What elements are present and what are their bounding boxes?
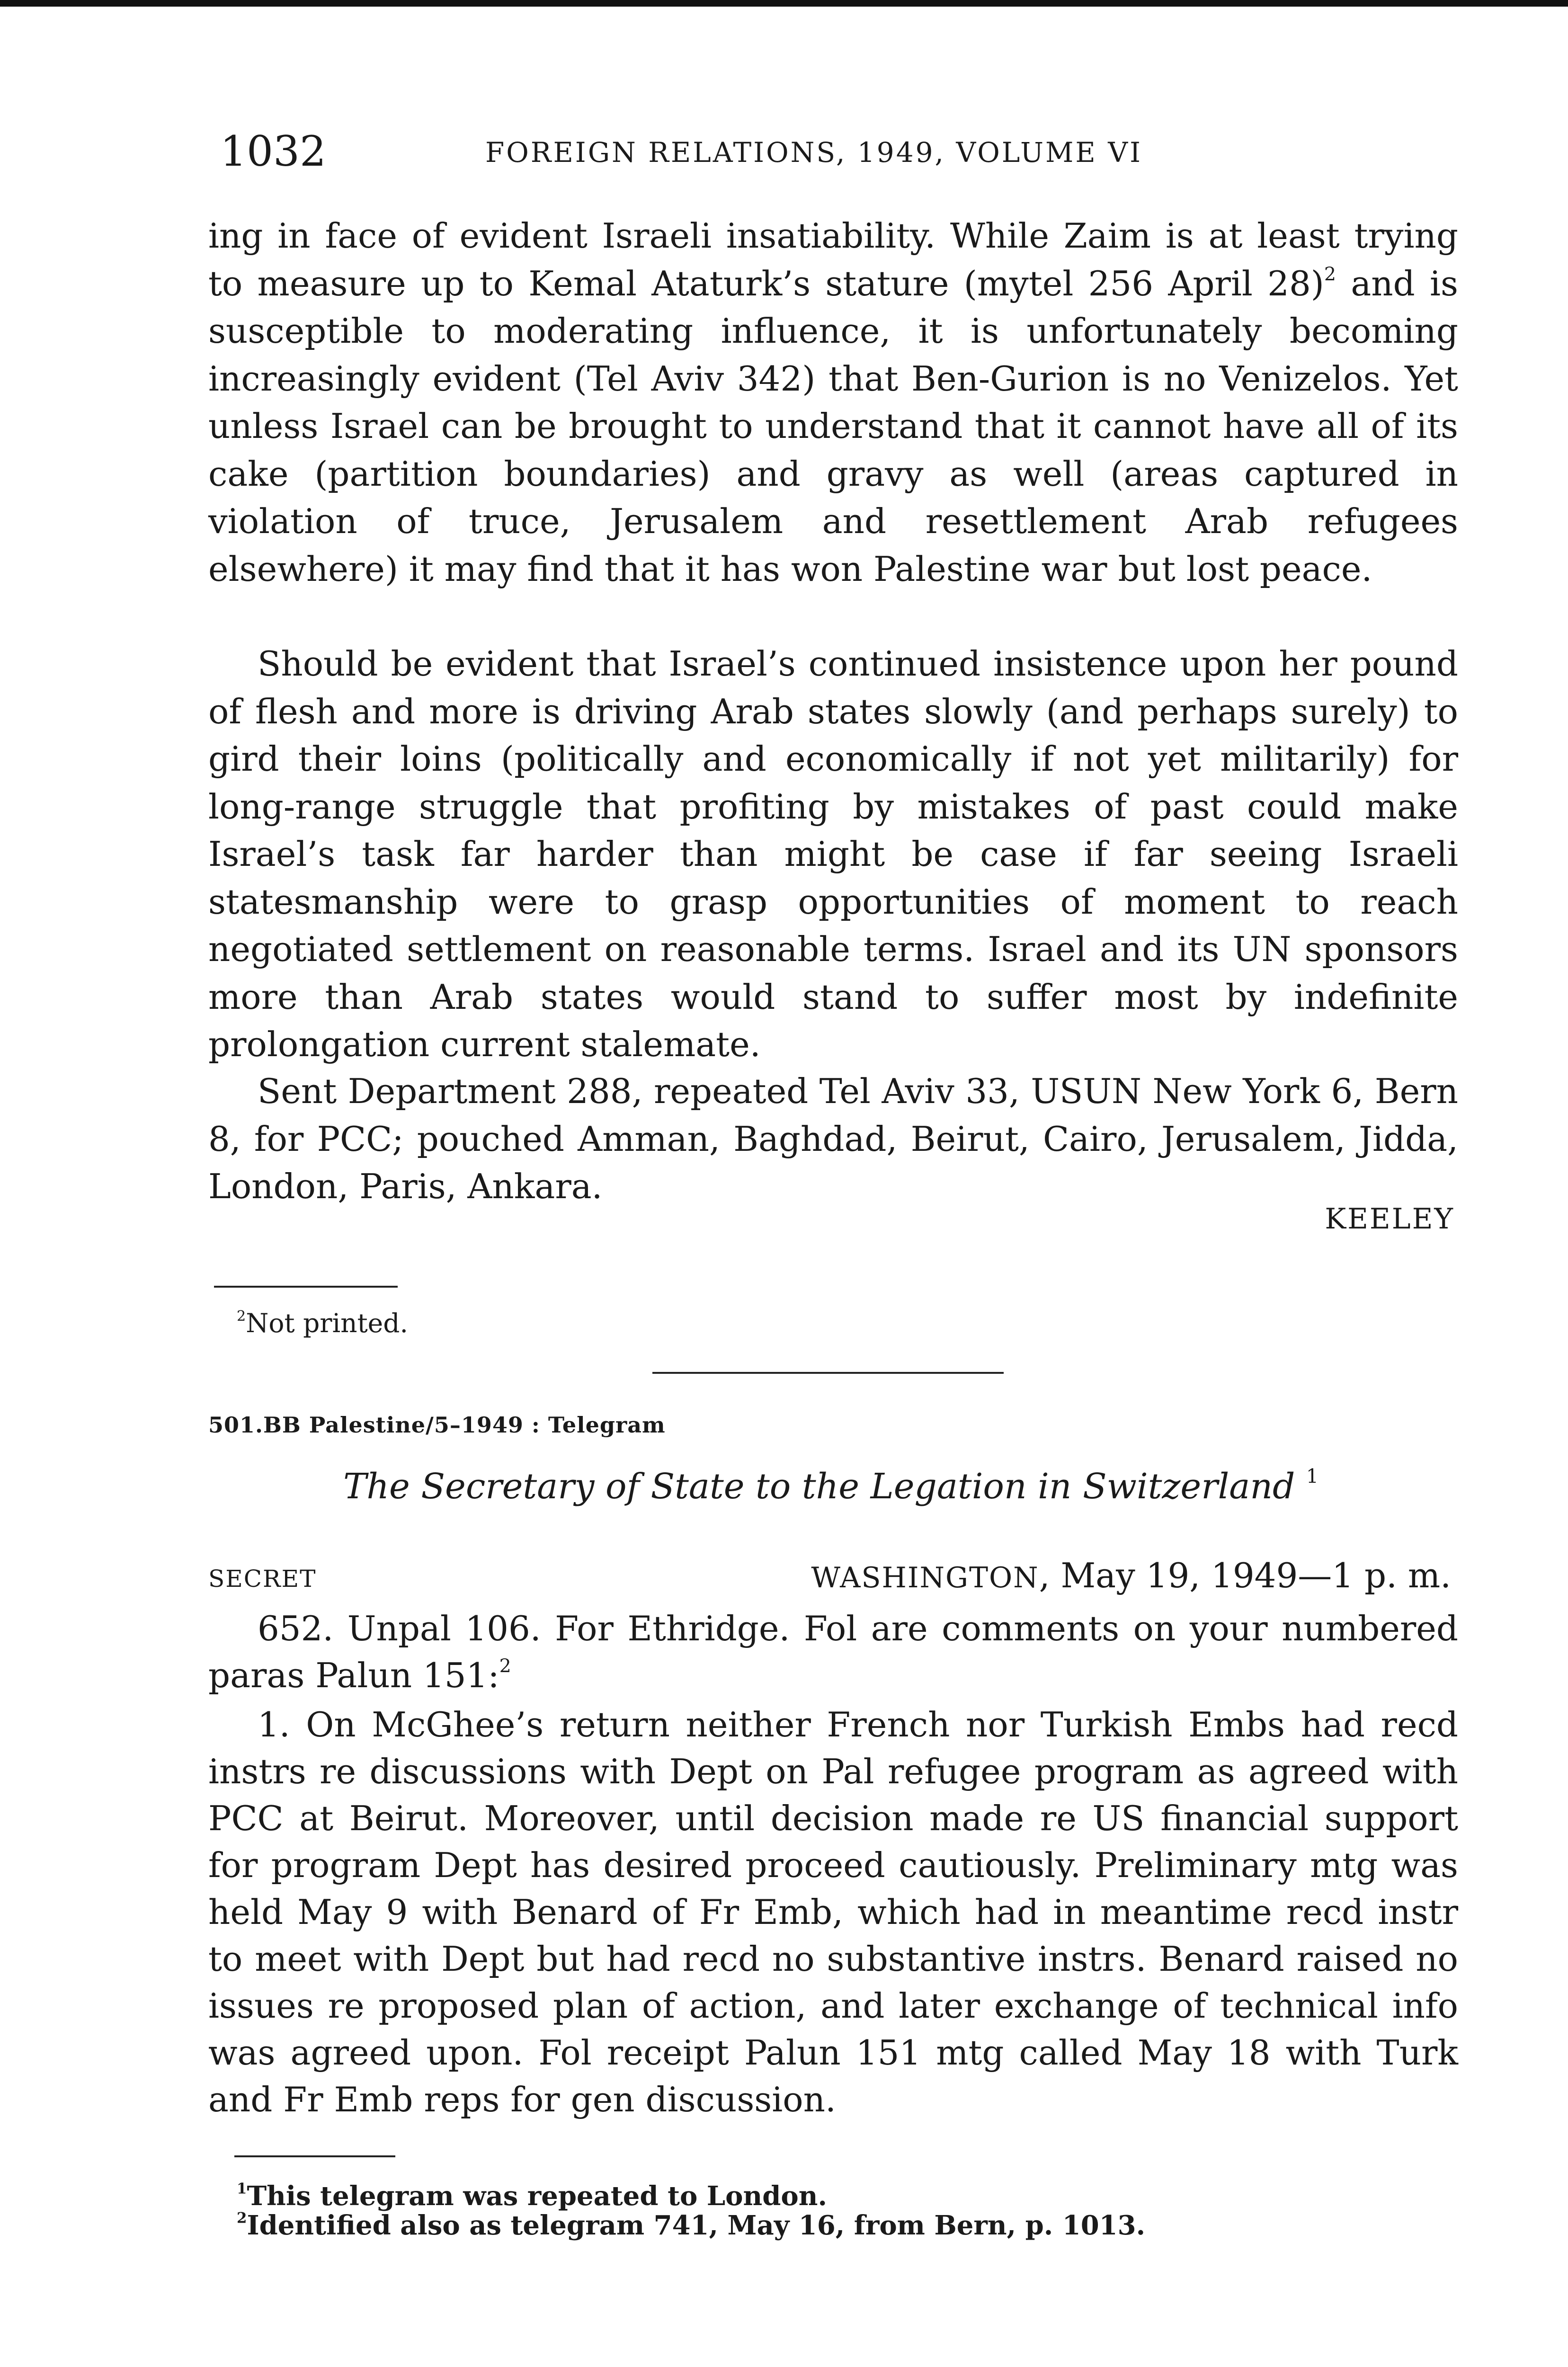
section-divider — [652, 1372, 1004, 1374]
document-title — [343, 1460, 1319, 1513]
footnote-rule — [214, 1286, 398, 1288]
page-header — [220, 125, 1214, 178]
footnote-1 — [237, 2180, 827, 2213]
telegram-intro-text: 652. Unpal 106. For Ethridge. Fol are comments on your numbered paras Palun 151: — [208, 1609, 1458, 1695]
footnote-1-text: This telegram was repeated to London. — [247, 2180, 827, 2212]
page-number: 1032 — [220, 127, 326, 176]
footnote-text: Not printed. — [246, 1308, 408, 1338]
running-head: FOREIGN RELATIONS, 1949, VOLUME VI — [485, 136, 1142, 169]
footnote-ref-1: 1 — [1306, 1465, 1319, 1488]
footnote-2 — [237, 2209, 1145, 2242]
footnote-ref-2: 2 — [1324, 263, 1336, 285]
footnote-ref-2b: 2 — [499, 1655, 511, 1677]
date: , May 19, 1949—1 p. m. — [1039, 1556, 1451, 1595]
footnote-rule-bottom — [234, 2155, 395, 2157]
continued-paragraph-3: Sent Department 288, repeated Tel Aviv 33, USUN New York 6, Bern 8, for PCC; pouched Amman, Baghdad, Beirut, Cairo, Jerusalem, Jidda, London, Paris, Ankara. — [208, 1071, 1458, 1206]
telegram-intro — [208, 1605, 1458, 1699]
continued-paragraph-1-rest: and is susceptible to moderating influence, it is unfortunately becoming increasingly evident (Tel Aviv 342) that Ben-Gurion is no Venizelos. Yet unless Israel can be brought to understand that it cannot have all of its cake (partition boundaries) and gravy as well (areas captured in violation of truce, Jerusalem and resettlement Arab refugees elsewhere) it may find that it has won Palestine war but lost peace. — [208, 263, 1458, 589]
signature: KEELEY — [1325, 1202, 1454, 1236]
footnote-marker: 2 — [237, 1308, 246, 1325]
document-title-text: The Secretary of State to the Legation in Switzerland — [343, 1466, 1295, 1507]
continued-paragraph-2: Should be evident that Israel’s continued insistence upon her pound of flesh and more is driving Arab states slowly (and perhaps surely) to gird their loins (politically and economically if not yet militarily) for long-range struggle that profiting by mistakes of past could make Israel’s task far harder than might be case if far seeing Israeli statesmanship were to grasp opportunities of moment to reach negotiated settlement on reasonable terms. Israel and its UN sponsors more than Arab states would stand to suffer most by indefinite prolongation current stalemate. — [208, 644, 1458, 1064]
place-date — [811, 1552, 1451, 1602]
footnote-1-marker: 1 — [237, 2180, 247, 2198]
footnote-not-printed — [237, 1307, 408, 1340]
file-reference: 501.BB Palestine/5–1949 : Telegram — [208, 1412, 666, 1438]
footnote-2-marker: 2 — [237, 2209, 247, 2227]
continued-paragraph-1-text: ing in face of evident Israeli insatiability. While Zaim is at least trying to measure up to Kemal Ataturk’s stature (mytel 256 April 28) — [208, 216, 1458, 303]
place: WASHINGTON — [811, 1561, 1039, 1594]
footnote-2-text: Identified also as telegram 741, May 16, from Bern, p. 1013. — [247, 2210, 1146, 2241]
top-border — [0, 0, 1568, 7]
classification: SECRET — [208, 1565, 317, 1593]
telegram-paragraph-1: 1. On McGhee’s return neither French nor Turkish Embs had recd instrs re discussions with Dept on Pal refugee program as agreed with PCC at Beirut. Moreover, until decision made re US financial support for program Dept has desired proceed cautiously. Preliminary mtg was held May 9 with Benard of Fr Emb, which had in meantime recd instr to meet with Dept but had recd no substantive instrs. Benard raised no issues re proposed plan of action, and later exchange of technical info was agreed upon. Fol receipt Palun 151 mtg called May 18 with Turk and Fr Emb reps for gen discussion. — [208, 1705, 1458, 2119]
continued-paragraph-1 — [208, 212, 1458, 593]
